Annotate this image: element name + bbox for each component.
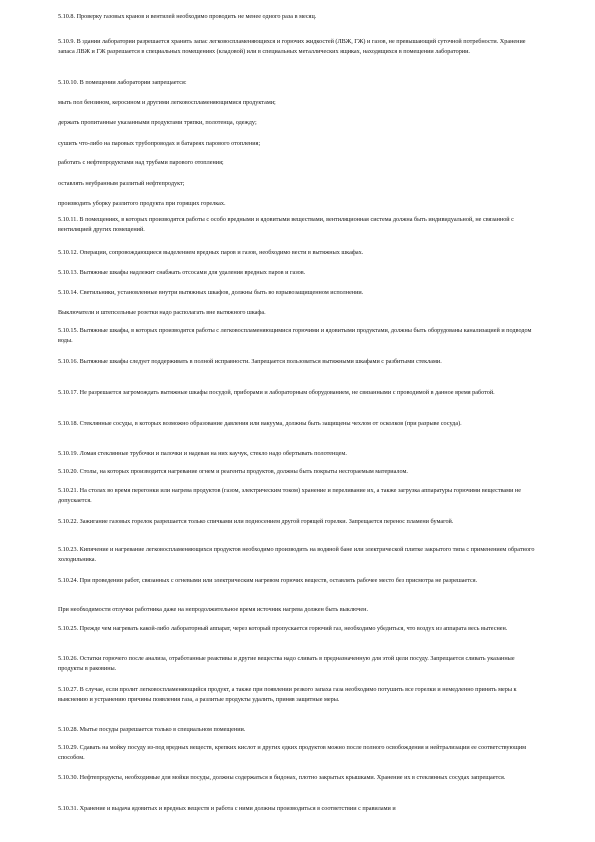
- paragraph-5-10-18: 5.10.18. Стеклянные сосуды, в которых возможно образование давления или вакуума, должны быть защищены чехлом от осколков (при разрыве сосуда).: [58, 420, 462, 427]
- paragraph-5-10-19: 5.10.19. Ломая стеклянные трубочки и палочки и надевая на них каучук, стекло надо обертывать полотенцем.: [58, 450, 347, 457]
- paragraph-5-10-12: 5.10.12. Операции, сопровождающиеся выделением вредных паров и газов, необходимо вести в вытяжных шкафах.: [58, 249, 364, 256]
- paragraph-absence: При необходимости отлучки работника даже на непродолжительное время источник нагрева должен быть выключен.: [58, 606, 369, 613]
- paragraph-5-10-21: 5.10.21. На столах во время перегонки или нагрева продуктов (газом, электрическим током) хранение и переливание их, а также загрузка аппаратуры горючими веществами не допускается.: [58, 487, 521, 504]
- paragraph-5-10-9: 5.10.9. В здании лаборатории разрешается хранить запас легковоспламеняющихся и горючих жидкостей (ЛВЖ, ГЖ) и газов, не превышающий суточной потребности. Хранение запаса ЛВЖ и ГЖ разрешается в специальных помещениях (кладовой) или в специальных металлических ящиках, находящихся в помещении лаборатории.: [58, 38, 526, 55]
- paragraph-5-10-23: 5.10.23. Кипячение и нагревание легковоспламеняющихся продуктов необходимо производить на водяной бане или электрической плитке закрытого типа с применением обратного холодильника.: [58, 546, 535, 563]
- list-item: производить уборку разлитого продукта при горящих горелках.: [58, 200, 226, 207]
- paragraph-5-10-30: 5.10.30. Нефтепродукты, необходимые для мойки посуды, должны содержаться в бидонах, плотно закрытых крышками. Хранение их в стеклянных сосудах запрещается.: [58, 774, 506, 781]
- paragraph-5-10-13: 5.10.13. Вытяжные шкафы надлежит снабжать отсосами для удаления вредных паров и газов.: [58, 269, 306, 276]
- list-item: работать с нефтепродуктами над трубами парового отопления;: [58, 159, 224, 166]
- list-item: мыть пол бензином, керосином и другими легковоспламеняющимися продуктами;: [58, 99, 276, 106]
- paragraph-5-10-20: 5.10.20. Столы, на которых производится нагревание огнем и реагенты продуктов, должны быть покрыты несгораемым материалом.: [58, 468, 408, 475]
- paragraph-5-10-15: 5.10.15. Вытяжные шкафы, в которых производятся работы с легковоспламеняющимися горючими и ядовитыми продуктами, должны быть оборудованы канализацией и подводом воды.: [58, 327, 532, 344]
- paragraph-5-10-24: 5.10.24. При проведении работ, связанных с огневыми или электрическим нагревом горючих веществ, оставлять рабочее место без присмотра не разрешается.: [58, 577, 478, 584]
- list-item: сушить что-либо на паровых трубопроводах и батареях парового отопления;: [58, 140, 261, 147]
- list-item: держать пропитанные указанными продуктами тряпки, полотенца, одежду;: [58, 119, 257, 126]
- paragraph-5-10-8: 5.10.8. Проверку газовых кранов и вентилей необходимо проводить не менее одного раза в месяц.: [58, 13, 317, 20]
- paragraph-5-10-22: 5.10.22. Зажигание газовых горелок разрешается только спичками или подносением другой горящей горелки. Запрещается перенос пламени бумагой.: [58, 518, 454, 525]
- paragraph-5-10-14: 5.10.14. Светильники, установленные внутри вытяжных шкафов, должны быть во взрывозащищенном исполнении.: [58, 289, 364, 296]
- paragraph-5-10-16: 5.10.16. Вытяжные шкафы следует поддерживать в полной исправности. Запрещается пользоваться вытяжными шкафами с разбитыми стеклами.: [58, 358, 442, 365]
- paragraph-switches: Выключатели и штепсельные розетки надо располагать вне вытяжного шкафа.: [58, 309, 266, 316]
- paragraph-5-10-17: 5.10.17. Не разрешается загромождать вытяжные шкафы посудой, приборами и лабораторным оборудованием, не связанными с проводимой в данное время работой.: [58, 389, 495, 396]
- paragraph-5-10-27: 5.10.27. В случае, если пролит легковоспламеняющийся продукт, а также при появлении резкого запаха газа необходимо потушить все горелки и немедленно принять меры к выяснению и устранению причины появления газа, а разлитые продукты удалить, приняв защитные меры.: [58, 686, 517, 703]
- paragraph-5-10-10: 5.10.10. В помещении лаборатории запрещается:: [58, 79, 187, 86]
- paragraph-5-10-29: 5.10.29. Сдавать на мойку посуду из-под вредных веществ, крепких кислот и других едких продуктов можно после полного освобождения и нейтрализации ее соответствующим способом.: [58, 744, 527, 761]
- paragraph-5-10-31: 5.10.31. Хранение и выдача ядовитых и вредных веществ и работа с ними должны производиться в соответствии с правилами и: [58, 805, 396, 812]
- paragraph-5-10-11: 5.10.11. В помещениях, в которых производятся работы с особо вредными и ядовитыми веществами, вентиляционная система должна быть индивидуальной, не связанной с вентиляцией других помещений.: [58, 216, 514, 233]
- paragraph-5-10-26: 5.10.26. Остатки горючего после анализа, отработанные реактивы и другие вещества надо сливать в предназначенную для этой цели посуду. Запрещается сливать указанные продукты в раковины.: [58, 655, 515, 672]
- paragraph-5-10-25: 5.10.25. Прежде чем нагревать какой-либо лабораторный аппарат, через который пропускается горючий газ, необходимо убедиться, что воздух из аппарата весь вытеснен.: [58, 625, 508, 632]
- list-item: оставлять неубранным разлитый нефтепродукт;: [58, 180, 185, 187]
- paragraph-5-10-28: 5.10.28. Мытье посуды разрешается только в специальном помещении.: [58, 726, 246, 733]
